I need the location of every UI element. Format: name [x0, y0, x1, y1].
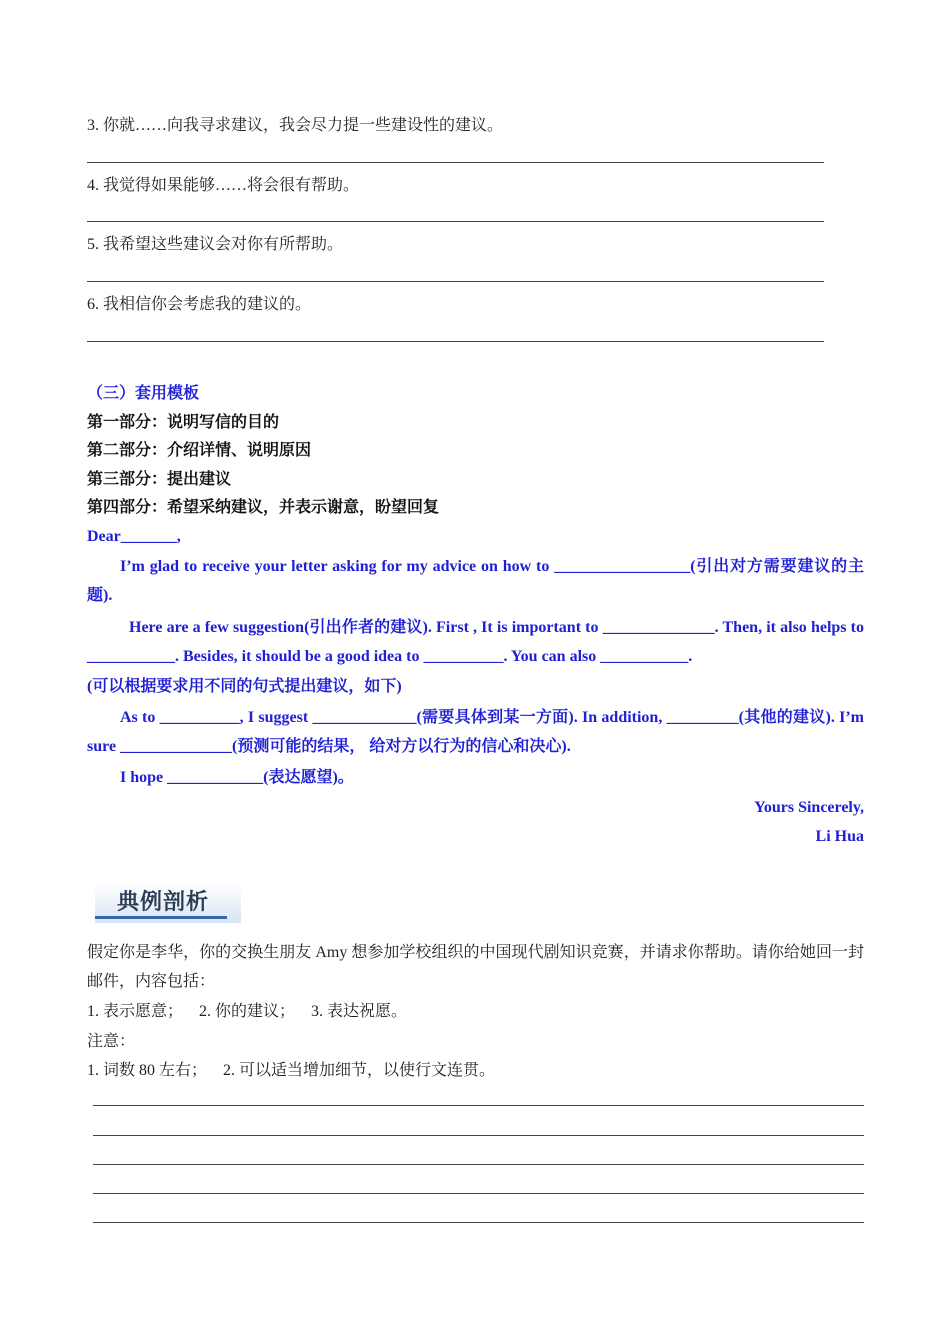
- example-notes-label: 注意：: [87, 1033, 136, 1050]
- template-part-4: 第四部分：希望采纳建议，并表示谢意，盼望回复: [87, 499, 440, 516]
- template-part-1: 第一部分：说明写信的目的: [87, 414, 280, 431]
- example-prompt: 假定你是李华，你的交换生朋友 Amy 想参加学校组织的中国现代剧知识竞赛，并请求你帮助。请你给她回一封邮件，内容包括：: [87, 944, 864, 990]
- template-heading: （三）套用模板: [87, 385, 200, 402]
- letter-paragraph-2: Here are a few suggestion(引出作者的建议). First , It is important to ______________. Then, it also helps to ___________. Besides, it should be a good idea to __________. You can also ___________.: [87, 619, 864, 665]
- letter-closing: Yours Sincerely,: [754, 799, 864, 816]
- question-3: 3. 你就……向我寻求建议，我会尽力提一些建设性的建议。: [87, 117, 504, 134]
- letter-signature: Li Hua: [815, 828, 864, 845]
- letter-paragraph-1: I’m glad to receive your letter asking for my advice on how to _________________(引出对方需要建议的主题).: [87, 558, 864, 604]
- answer-line: [87, 221, 824, 222]
- writing-line: [93, 1135, 864, 1136]
- template-part-2: 第二部分：介绍详情、说明原因: [87, 442, 312, 459]
- answer-line: [87, 162, 824, 163]
- example-content-points: 1. 表示愿意； 2. 你的建议； 3. 表达祝愿。: [87, 1003, 408, 1020]
- answer-line: [87, 341, 824, 342]
- writing-line: [93, 1105, 864, 1106]
- writing-line: [93, 1193, 864, 1194]
- template-part-3: 第三部分：提出建议: [87, 471, 232, 488]
- letter-paragraph-3: As to __________, I suggest _____________(需要具体到某一方面). In addition, _________(其他的建议). I’m sure ______________(预测可能的结果， 给对方以行为的信心和决心).: [87, 709, 864, 755]
- letter-note: (可以根据要求用不同的句式提出建议，如下): [87, 678, 402, 695]
- question-5: 5. 我希望这些建议会对你有所帮助。: [87, 236, 344, 253]
- letter-paragraph-4: I hope ____________(表达愿望)。: [120, 769, 354, 786]
- answer-line: [87, 281, 824, 282]
- question-4: 4. 我觉得如果能够……将会很有帮助。: [87, 177, 360, 194]
- writing-line: [93, 1222, 864, 1223]
- letter-salutation: Dear_______,: [87, 528, 181, 545]
- section-banner-title: 典例剖析: [117, 890, 210, 915]
- question-6: 6. 我相信你会考虑我的建议的。: [87, 296, 312, 313]
- section-banner-underline: [95, 916, 227, 919]
- writing-line: [93, 1164, 864, 1165]
- example-notes: 1. 词数 80 左右； 2. 可以适当增加细节，以使行文连贯。: [87, 1062, 496, 1079]
